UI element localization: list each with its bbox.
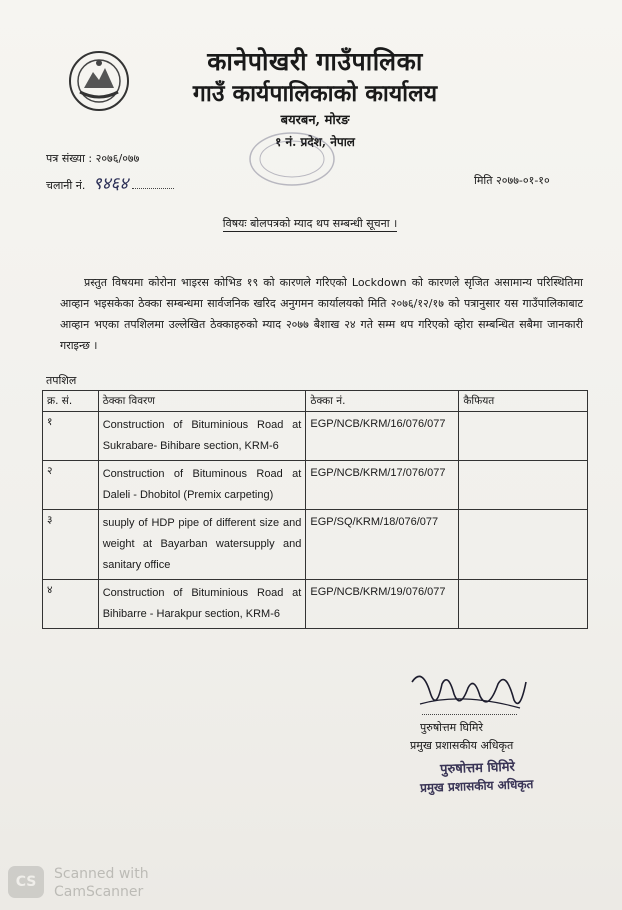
row-remarks [459,461,588,510]
row-sn: ४ [43,580,99,629]
office-stamp-icon [245,128,340,190]
table-row [43,580,588,629]
table-caption: तपशिल [46,374,77,387]
header-description: ठेक्का विवरण [98,391,306,412]
row-remarks [459,580,588,629]
office-name: कानेपोखरी गाउँपालिका [207,47,423,76]
dispatch-handwritten-value: ९४६४ [92,174,129,194]
handwritten-signature [402,662,532,722]
watermark-line-2: CamScanner [54,884,144,900]
letter-number: पत्र संख्या : २०७६/०७७ [46,152,140,165]
date-label: मिति २०७७-०१-१० [474,174,550,187]
row-contract-no: EGP/NCB/KRM/16/076/077 [306,412,459,461]
subject-text: विषयः बोलपत्रको म्याद थप सम्बन्धी सूचना । [222,217,398,230]
header-remarks: कैफियत [459,391,588,412]
nepal-emblem-icon [68,50,130,112]
table-row [43,412,588,461]
signatory-title: प्रमुख प्रशासकीय अधिकृत [410,739,514,752]
row-sn: २ [43,461,99,510]
name-stamp: पुरुषोत्तम घिमिरे [439,759,516,778]
table-header-row [43,391,588,412]
row-contract-no: EGP/SQ/KRM/18/076/077 [306,510,459,580]
table-row [43,461,588,510]
address-line-2: १ नं. प्रदेश, नेपाल [275,135,355,149]
table-row [43,510,588,580]
signature-line [422,714,517,715]
row-contract-no: EGP/NCB/KRM/19/076/077 [306,580,459,629]
header-contract-no: ठेक्का नं. [306,391,459,412]
header-sn: क्र. सं. [43,391,99,412]
office-subtitle: गाउँ कार्यपालिकाको कार्यालय [192,80,438,107]
row-remarks [459,412,588,461]
camscanner-logo-icon: CS [8,866,44,898]
letter-date [474,173,550,188]
row-contract-no: EGP/NCB/KRM/17/076/077 [306,461,459,510]
dispatch-label: चलानी नं. [46,179,86,192]
row-description: Construction of Bituminious Road at Sukrabare- Bihibare section, KRM-6 [98,412,306,461]
address-line-1: बयरबन, मोरङ [280,113,350,128]
dotted-line [132,188,174,189]
row-remarks [459,510,588,580]
signatory-name: पुरुषोत्तम घिमिरे [420,721,483,734]
dispatch-number [46,171,174,194]
body-paragraph: प्रस्तुत विषयमा कोरोना भाइरस कोभिड १९ को कारणले गरिएको Lockdown को कारणले सृजित असामान्य परिस्थितिमा आव्हान भइसकेका ठेक्का सम्बन्धमा सार्वजनिक खरिद अनुगमन कार्यालयको मिति २०७६/१२/१७ को पत्रानुसार यस गाउँपालिकाबाट आव्हान भएका तपशिलमा उल्लेखित ठेक्काहरुको म्याद २०७७ बैशाख २४ गते सम्म थप गरिएको व्होरा सम्बन्धित सबैमा जानकारी गराइन्छ । [60,276,583,352]
row-description: suuply of HDP pipe of different size and weight at Bayarban watersupply and sanitary office [98,510,306,580]
row-sn: १ [43,412,99,461]
watermark-line-1: Scanned with [54,866,149,882]
subject-line [100,216,520,231]
title-stamp: प्रमुख प्रशासकीय अधिकृत [419,777,534,795]
row-sn: ३ [43,510,99,580]
row-description: Construction of Bituminous Road at Daleli - Dhobitol (Premix carpeting) [98,461,306,510]
contract-table [42,390,588,629]
row-description: Construction of Bituminious Road at Bihibarre - Harakpur section, KRM-6 [98,580,306,629]
